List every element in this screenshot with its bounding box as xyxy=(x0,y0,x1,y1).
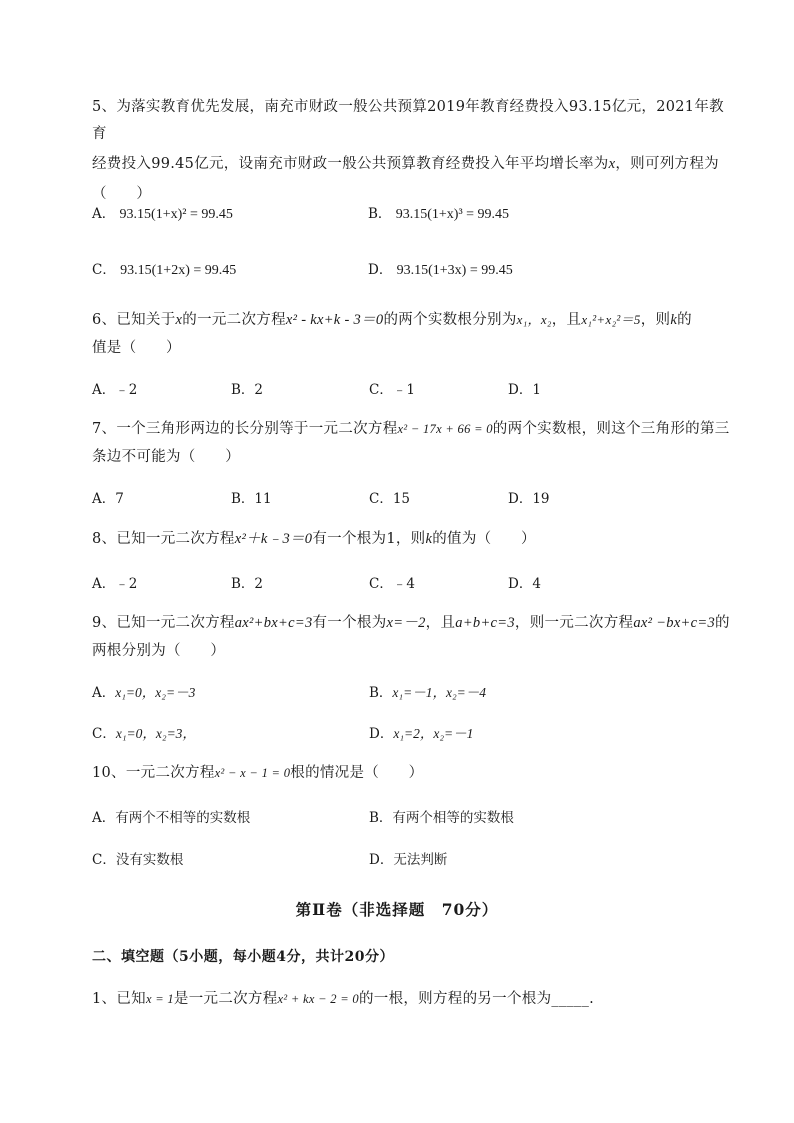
question-8-options xyxy=(92,572,732,594)
fill-question-1-line: 1、已知x = 1是一元二次方程x² + kx − 2 = 0的一根，则方程的另一个根为_____. xyxy=(92,986,732,1013)
question-10-line-1: 10、一元二次方程x² − x − 1 = 0根的情况是（ ） xyxy=(92,765,424,781)
question-7-line-2: 条边不可能为（ ） xyxy=(92,449,240,465)
question-10 xyxy=(92,760,732,787)
option-c[interactable]: C． 93.15(1+2x) = 99.45 xyxy=(92,262,237,278)
question-9-options-row-1 xyxy=(92,681,732,703)
option-a[interactable]: A．7 xyxy=(92,491,124,507)
question-9-line-1: 9、已知一元二次方程ax²+bx+c=3有一个根为x=－2，且a+b+c=3，则一元二次方程ax² −bx+c=3的 xyxy=(92,615,730,631)
option-d[interactable]: D． 93.15(1+3x) = 99.45 xyxy=(368,262,513,278)
option-b[interactable]: B．11 xyxy=(231,491,272,507)
option-b[interactable]: B． 93.15(1+x)³ = 99.45 xyxy=(368,206,510,222)
question-10-options-row-1 xyxy=(92,806,732,828)
option-c[interactable]: C．没有实数根 xyxy=(92,852,184,868)
option-a[interactable]: A．x₁=0，x₂=－3 xyxy=(92,685,196,701)
question-7-options xyxy=(92,487,732,509)
question-5-options-row-1 xyxy=(92,202,732,224)
option-d[interactable]: D．无法判断 xyxy=(369,852,448,868)
question-5 xyxy=(92,94,732,208)
answer-blank[interactable]: _____ xyxy=(551,991,590,1007)
question-6-options xyxy=(92,378,732,400)
part-title: 二、填空题（5小题，每小题4分，共计20分） xyxy=(92,949,394,965)
option-d[interactable]: D．x₁=2，x₂=－1 xyxy=(369,726,474,742)
option-a[interactable]: A． 93.15(1+x)² = 99.45 xyxy=(92,206,233,222)
option-c[interactable]: C．15 xyxy=(369,491,411,507)
option-d[interactable]: D．19 xyxy=(508,491,550,507)
question-6 xyxy=(92,306,732,362)
question-5-options-row-2 xyxy=(92,258,732,280)
option-c[interactable]: C．x₁=0，x₂=3， xyxy=(92,726,196,742)
question-8-line-1: 8、已知一元二次方程x²＋k﹣3＝0有一个根为1，则k的值为（ ） xyxy=(92,531,536,547)
fill-question-1 xyxy=(92,986,732,1013)
option-b[interactable]: B．x₁=－1，x₂=－4 xyxy=(369,685,487,701)
option-c[interactable]: C．﹣4 xyxy=(369,576,415,592)
option-b[interactable]: B．2 xyxy=(231,382,264,398)
question-9-line-2: 两根分别为（ ） xyxy=(92,643,226,659)
option-b[interactable]: B．有两个相等的实数根 xyxy=(369,810,514,826)
option-b[interactable]: B．2 xyxy=(231,576,264,592)
question-6-line-1: 6、已知关于x的一元二次方程x² - kx+k - 3＝0的两个实数根分别为x₁，x₂，且x₁²+x₂²＝5，则k的 xyxy=(92,312,692,328)
section-title: 第Ⅱ卷（非选择题 70分） xyxy=(295,900,499,919)
option-d[interactable]: D．1 xyxy=(508,382,541,398)
question-8 xyxy=(92,526,732,553)
option-a[interactable]: A．﹣2 xyxy=(92,382,138,398)
question-9-options-row-2 xyxy=(92,722,732,744)
question-7-line-1: 7、一个三角形两边的长分别等于一元二次方程x² − 17x + 66 = 0的两个实数根，则这个三角形的第三 xyxy=(92,421,730,437)
question-7 xyxy=(92,416,732,471)
question-9 xyxy=(92,610,732,665)
option-a[interactable]: A．有两个不相等的实数根 xyxy=(92,810,251,826)
option-c[interactable]: C．﹣1 xyxy=(369,382,415,398)
question-5-line-2: 经费投入99.45亿元，设南充市财政一般公共预算教育经费投入年平均增长率为x，则可列方程为 xyxy=(92,156,719,172)
question-6-line-2: 值是（ ） xyxy=(92,340,181,356)
option-a[interactable]: A．﹣2 xyxy=(92,576,138,592)
question-5-line-1: 5、为落实教育优先发展，南充市财政一般公共预算2019年教育经费投入93.15亿元，2021年教育 xyxy=(92,99,724,142)
question-10-options-row-2 xyxy=(92,848,732,870)
question-5-line-3: （ ） xyxy=(92,186,152,202)
option-d[interactable]: D．4 xyxy=(508,576,541,592)
